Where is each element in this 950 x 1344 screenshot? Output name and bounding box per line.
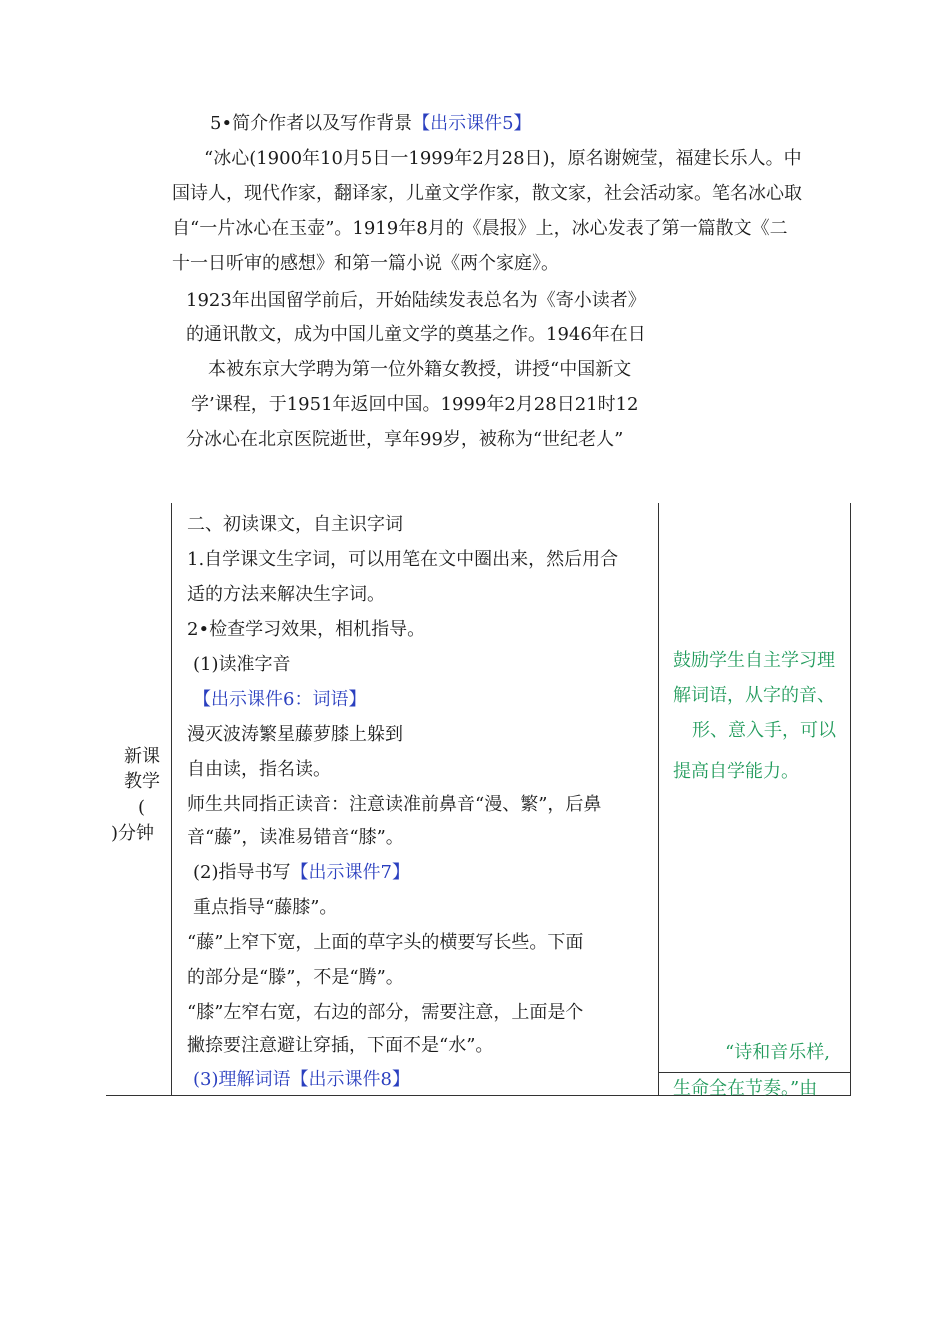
quote-note: “诗和音乐样, <box>725 1042 830 1063</box>
phase-duration: )分钟 <box>111 823 155 844</box>
phase-label: 新课 <box>124 746 160 767</box>
vocabulary-words: 漫灭波涛繁星藤萝膝上躲到 <box>187 724 403 745</box>
step-text: 撇捺要注意避让穿插，下面不是“水”。 <box>187 1035 494 1056</box>
design-note: 提高自学能力。 <box>673 761 799 782</box>
step-text: 音“藤”，读准易错音“膝”。 <box>187 827 404 848</box>
bio-line: 学’课程，于1951年返回中国。1999年2月28日21时12 <box>191 394 639 415</box>
section-title: 二、初读课文，自主识字词 <box>187 514 403 535</box>
bio-line: 本被东京大学聘为第一位外籍女教授，讲授“中国新文 <box>208 359 632 380</box>
phase-label: ( <box>138 797 146 818</box>
sub-step: (1)读准字音 <box>193 654 291 675</box>
table-cell-rule <box>658 1072 851 1073</box>
table-divider <box>171 503 172 1096</box>
step-text: 1.自学课文生字词，可以用笔在文中圈出来，然后用合 <box>187 549 619 570</box>
courseware-link: 【出示课件8】 <box>290 1069 410 1090</box>
step-text: 适的方法来解决生字词。 <box>187 584 385 605</box>
bio-line: 1923年出国留学前后，开始陆续发表总名为《寄小读者》 <box>186 290 646 311</box>
courseware-link: 【出示课件6：词语】 <box>193 689 367 710</box>
table-divider <box>658 503 659 1096</box>
design-note: 鼓励学生自主学习理 <box>673 650 835 671</box>
step-text: 重点指导“藤膝”。 <box>193 897 338 918</box>
step-text: “膝”左窄右宽，右边的部分，需要注意，上面是个 <box>187 1002 584 1023</box>
sub-step-text: (3)理解词语 <box>193 1069 291 1090</box>
step-text: 师生共同指正读音：注意读准前鼻音“漫、繁”，后鼻 <box>187 794 602 815</box>
bio-line: 分冰心在北京医院逝世，享年99岁，被称为“世纪老人” <box>186 429 624 450</box>
bio-line: 十一日听审的感想》和第一篇小说《两个家庭》。 <box>172 253 559 274</box>
bio-line: 国诗人，现代作家，翻译家，儿童文学作家，散文家，社会活动家。笔名冰心取 <box>172 183 802 204</box>
step-text: 的部分是“滕”，不是“腾”。 <box>187 967 404 988</box>
design-note: 解词语，从字的音、 <box>673 685 835 706</box>
courseware-link: 【出示课件5】 <box>412 113 532 134</box>
heading-text: 5•简介作者以及写作背景 <box>210 113 413 134</box>
step-text: “藤”上窄下宽，上面的草字头的横要写长些。下面 <box>187 932 584 953</box>
sub-step <box>193 1068 410 1092</box>
sub-step <box>193 861 410 885</box>
bio-line: 的通讯散文，成为中国儿童文学的奠基之作。1946年在日 <box>186 324 646 345</box>
bio-line: “冰心(1900年10月5日一1999年2月28日)，原名谢婉莹，福建长乐人。中 <box>204 148 802 169</box>
quote-note: 生命全在节奏。”由 <box>673 1078 818 1099</box>
step-text: 2•检查学习效果，相机指导。 <box>187 619 426 640</box>
phase-label: 教学 <box>124 771 160 792</box>
courseware-link: 【出示课件7】 <box>290 862 410 883</box>
step-text: 自由读，指名读。 <box>187 759 331 780</box>
sub-step-text: (2)指导书写 <box>193 862 291 883</box>
bio-line: 自“一片冰心在玉壶”。1919年8月的《晨报》上，冰心发表了第一篇散文《二 <box>172 218 788 239</box>
design-note: 形、意入手，可以 <box>692 720 836 741</box>
table-divider <box>850 503 851 1096</box>
section-heading <box>210 112 532 136</box>
